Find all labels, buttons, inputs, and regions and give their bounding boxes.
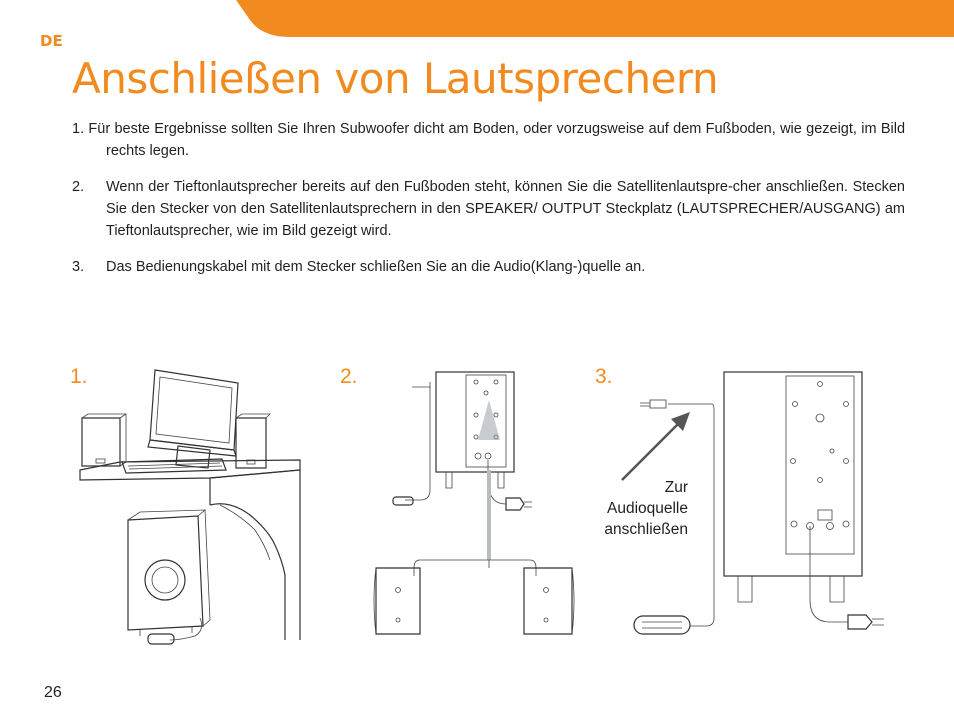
audio-source-callout: Zur Audioquelle anschließen bbox=[604, 479, 688, 538]
figure-1-label: 1. bbox=[70, 365, 88, 388]
remote-control-illustration bbox=[634, 616, 690, 634]
page-title: Anschließen von Lautsprechern bbox=[72, 54, 719, 103]
instruction-step: 3. Das Bedienungskabel mit dem Stecker schließen Sie an die Audio(Klang-)quelle an. bbox=[72, 259, 646, 275]
subwoofer-back-panel bbox=[724, 372, 862, 602]
arrow-icon bbox=[622, 412, 690, 480]
page-number: 26 bbox=[44, 684, 62, 701]
figure-2-label: 2. bbox=[340, 365, 358, 388]
instruction-step: 2. Wenn der Tieftonlautsprecher bereits auf den Fußboden steht, können Sie die Satellitenlautspre-cher anschließen. Stecken Sie den Stecker von den Satellitenlautsprechern in den SPEAKER/ OUTPUT Steckplatz (LAUTSPRECHER/AUSGANG) am Tieftonlautsprecher, wie im Bild gezeigt wird. bbox=[72, 179, 905, 239]
instruction-step: 1. Für beste Ergebnisse sollten Sie Ihren Subwoofer dicht am Boden, oder vorzugsweise auf dem Fußboden, wie gezeigt, im Bild rechts legen. bbox=[72, 121, 906, 159]
figure-3-label: 3. bbox=[595, 365, 613, 388]
language-tag: DE bbox=[40, 32, 63, 50]
